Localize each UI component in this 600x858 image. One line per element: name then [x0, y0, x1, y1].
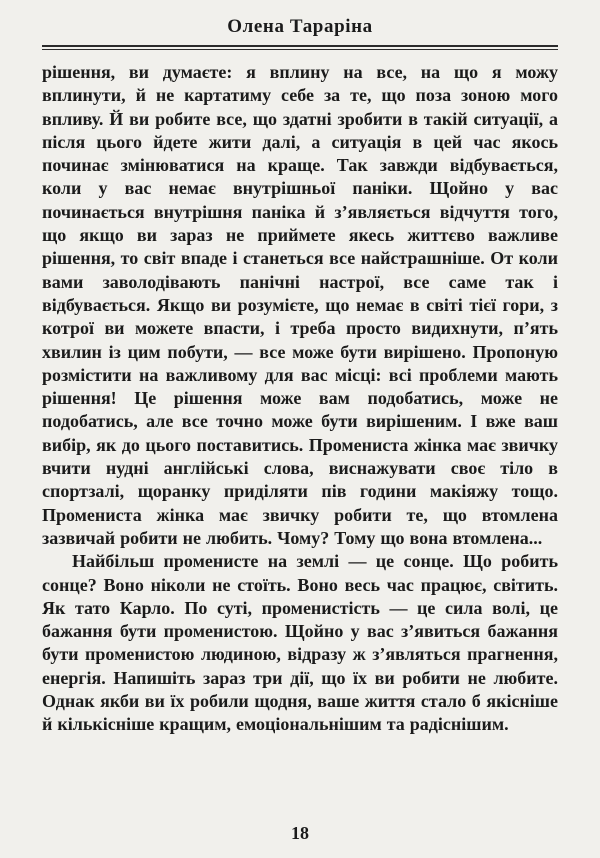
page-number: 18: [291, 823, 309, 843]
body-text: [42, 61, 558, 737]
paragraph-2: Найбільш променисте на землі — це сонце. Що робить сонце? Воно ніколи не стоїть. Воно весь час працює, світить. Як тато Карло. По суті, променистість — це сила волі, це бажання бути променистою. Щойно у вас з’явиться бажання бути променистою людиною, відразу ж з’являться прагнення, енергія. Напишіть зараз три дії, що їх ви робити не любите. Однак якби ви їх робили щодня, ваше життя стало б якісніше й кількісніше кращим, емоціональнішим та радіснішим.: [42, 551, 558, 735]
page-footer: [42, 823, 558, 850]
page-header: [42, 12, 558, 50]
running-head-author: Олена Тараріна: [227, 16, 373, 37]
header-rule: [42, 45, 558, 50]
paragraph-1: рішення, ви думаєте: я вплину на все, на що я можу вплинути, й не картатиму себе за те, що поза зоною мого впливу. Й ви робите все, що здатні зробити в такій ситуації, а після цього йдете жити далі, а ситуація в цей час якось починає змінюватися на краще. Так завжди відбувається, коли у вас немає внутрішньої паніки. Щойно у вас починається внутрішня паніка й з’являється відчуття того, що якщо ви зараз не приймете якесь життєво важливе рішення, то світ впаде і станеться все найстрашніше. От коли вами заволодівають панічні настрої, все саме так і відбувається. Якщо ви розумієте, що немає в світі тієї гори, з котрої ви можете впасти, і треба просто видихнути, п’ять хвилин із цим побути, — все може бути вирішено. Пропоную розмістити на важливому для вас місці: всі проблеми мають рішення! Це рішення може вам подобатись, може не подобатись, але все точно може бути вирішеним. І вже ваш вибір, як до цього поставитись. Промениста жінка має звичку вчити нудні англійські слова, виснажувати своє тіло в спортзалі, щоранку приділяти пів години макіяжу тощо. Промениста жінка має звичку робити те, що втомлена зазвичай робити не любить. Чому? Тому що вона втомлена...: [42, 62, 558, 548]
